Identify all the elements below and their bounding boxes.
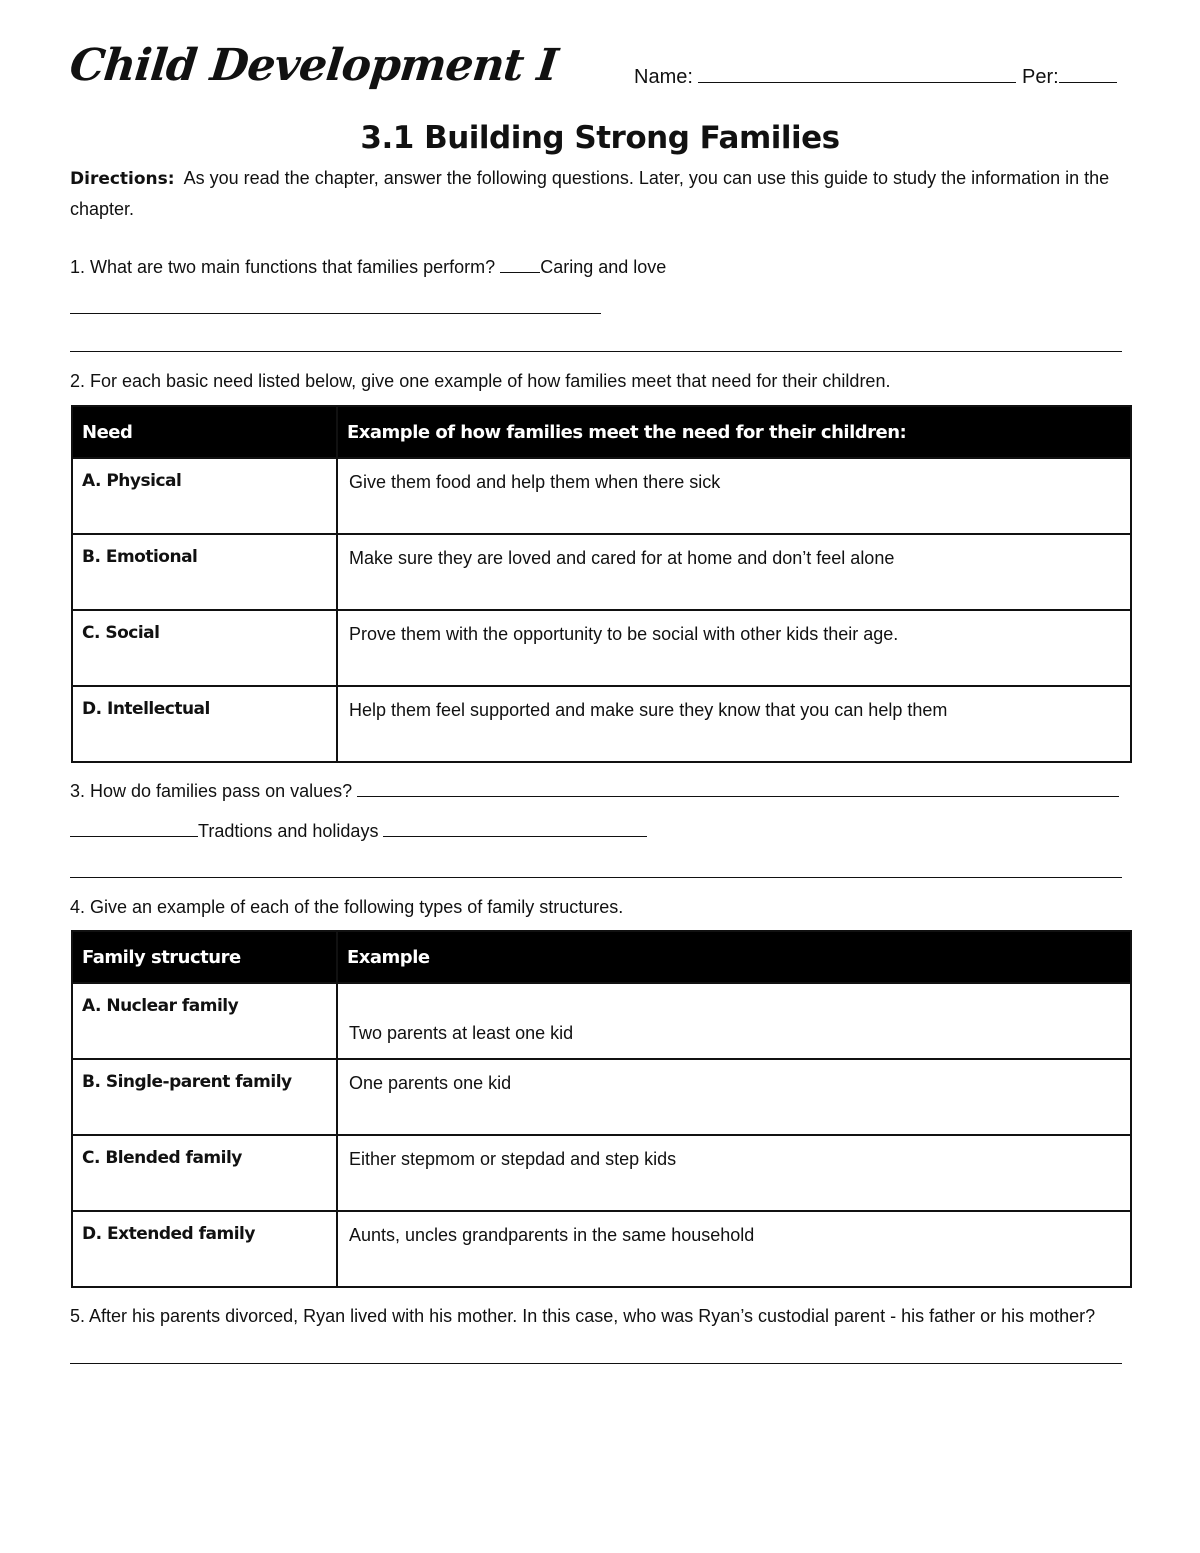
table-row xyxy=(72,686,1131,762)
sheet-title: 3.1 Building Strong Families xyxy=(360,120,840,156)
table-row xyxy=(72,1211,1131,1287)
table-row xyxy=(72,1059,1131,1135)
answer-emotional[interactable]: Make sure they are loved and cared for at home and don’t feel alone xyxy=(337,534,1131,610)
need-column-header: Need xyxy=(72,406,337,458)
question-3-text: 3. How do families pass on values? xyxy=(70,781,353,801)
answer-social[interactable]: Prove them with the opportunity to be social with other kids their age. xyxy=(337,610,1131,686)
answer-3-trail-blank xyxy=(383,836,647,837)
answer-3-line xyxy=(70,816,647,846)
period-blank[interactable] xyxy=(1059,82,1117,83)
structure-example-column-header: Example xyxy=(337,931,1131,983)
answer-intellectual[interactable]: Help them feel supported and make sure they know that you can help them xyxy=(337,686,1131,762)
course-title: Child Development I xyxy=(67,40,560,91)
question-4-text: 4. Give an example of each of the following types of family structures. xyxy=(70,897,624,917)
needs-table xyxy=(71,405,1132,763)
directions xyxy=(70,163,1130,224)
structure-nuclear: A. Nuclear family xyxy=(72,983,337,1059)
question-5-text: 5. After his parents divorced, Ryan lived with his mother. In this case, who was Ryan’s custodial parent - his father or his mother? xyxy=(70,1306,1096,1326)
table-row xyxy=(72,534,1131,610)
structure-blended: C. Blended family xyxy=(72,1135,337,1211)
directions-label: Directions: xyxy=(70,169,175,189)
answer-single-parent[interactable]: One parents one kid xyxy=(337,1059,1131,1135)
name-label: Name: xyxy=(634,66,693,88)
need-physical: A. Physical xyxy=(72,458,337,534)
answer-1-line-1 xyxy=(70,313,601,314)
answer-physical[interactable]: Give them food and help them when there sick xyxy=(337,458,1131,534)
question-2-text: 2. For each basic need listed below, give one example of how families meet that need for their children. xyxy=(70,371,891,391)
structure-table-header xyxy=(72,931,1131,983)
answer-1-text[interactable]: Caring and love xyxy=(540,257,667,277)
question-1 xyxy=(70,252,666,282)
example-column-header: Example of how families meet the need for their children: xyxy=(337,406,1131,458)
answer-1-lead-blank xyxy=(500,272,540,273)
family-structure-table xyxy=(71,930,1132,1288)
question-1-text: 1. What are two main functions that families perform? xyxy=(70,257,496,277)
table-row xyxy=(72,1135,1131,1211)
structure-single-parent: B. Single-parent family xyxy=(72,1059,337,1135)
name-blank[interactable] xyxy=(698,82,1016,83)
answer-extended[interactable]: Aunts, uncles grandparents in the same household xyxy=(337,1211,1131,1287)
table-row xyxy=(72,983,1131,1059)
answer-nuclear[interactable]: Two parents at least one kid xyxy=(337,983,1131,1059)
period-label: Per: xyxy=(1022,66,1059,88)
answer-blended[interactable]: Either stepmom or stepdad and step kids xyxy=(337,1135,1131,1211)
needs-table-header xyxy=(72,406,1131,458)
need-emotional: B. Emotional xyxy=(72,534,337,610)
structure-extended: D. Extended family xyxy=(72,1211,337,1287)
directions-text: As you read the chapter, answer the following questions. Later, you can use this guide to study the information in the chapter. xyxy=(70,168,1110,219)
answer-5-line[interactable] xyxy=(70,1363,1122,1364)
table-row xyxy=(72,458,1131,534)
table-row xyxy=(72,610,1131,686)
answer-3-text[interactable]: Tradtions and holidays xyxy=(198,821,379,841)
need-intellectual: D. Intellectual xyxy=(72,686,337,762)
answer-3-lead-blank xyxy=(70,836,198,837)
answer-3-line-3 xyxy=(70,877,1122,878)
name-period-line xyxy=(634,66,1117,89)
answer-3-blank-1 xyxy=(357,796,1119,797)
need-social: C. Social xyxy=(72,610,337,686)
answer-1-line-2 xyxy=(70,351,1122,352)
structure-column-header: Family structure xyxy=(72,931,337,983)
question-3 xyxy=(70,776,1119,806)
